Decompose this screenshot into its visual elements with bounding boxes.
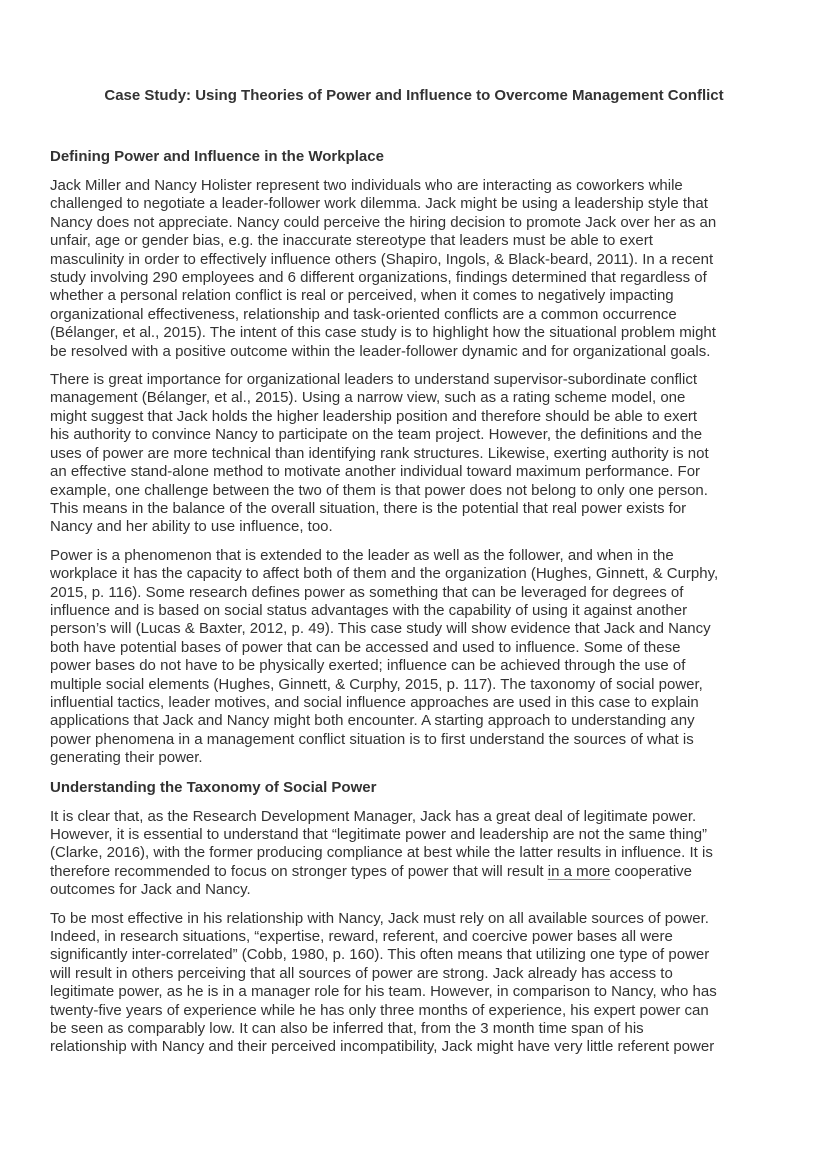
document-page [50,86,778,1067]
paragraph: There is great importance for organizational leaders to understand supervisor-subordinate conflict management (Bélanger, et al., 2015). Using a narrow view, such as a rating scheme model, one might suggest that Jack holds the higher leadership position and therefore should be able to exert his authority to convince Nancy to participate on the team project. However, the definitions and the uses of power are more technical than identifying rank structures. Likewise, exerting authority is not an effective stand-alone method to motivate another individual toward maximum performance. For example, one challenge between the two of them is that power does not belong to only one person. This means in the balance of the overall situation, there is the potential that real power exists for Nancy and her ability to use influence, too. [50,371,709,536]
section-defining-power [50,147,778,768]
paragraph: It is clear that, as the Research Development Manager, Jack has a great deal of legitimate power. However, it is essential to understand that “legitimate power and leadership are not the same thing” (Clarke, 2016), with the former producing compliance at best while the latter results in influence. It is therefore recommended to focus on stronger types of power that will result in a more cooperative outcomes for Jack and Nancy. [50,807,713,899]
document-title: Case Study: Using Theories of Power and Influence to Overcome Management Conflict [104,87,724,104]
paragraph: Power is a phenomenon that is extended to the leader as well as the follower, and when in the workplace it has the capacity to affect both of them and the organization (Hughes, Ginnett, & Curphy, 2015, p. 116). Some research defines power as something that can be leveraged for degrees of influence and is based on social status advantages with the capability of using it against another person’s will (Lucas & Baxter, 2012, p. 49). This case study will show evidence that Jack and Nancy both have potential bases of power that can be accessed and used to influence. Some of these power bases do not have to be physically exerted; influence can be achieved through the use of multiple social elements (Hughes, Ginnett, & Curphy, 2015, p. 117). The taxonomy of social power, influential tactics, leader motives, and social influence approaches are used in this case to explain applications that Jack and Nancy might both encounter. A starting approach to understanding any power phenomena in a management conflict situation is to first understand the sources of what is generating their power. [50,546,719,767]
paragraph: Jack Miller and Nancy Holister represent two individuals who are interacting as coworkers while challenged to negotiate a leader-follower work dilemma. Jack might be using a leadership style that Nancy does not appreciate. Nancy could perceive the hiring decision to promote Jack over her as an unfair, age or gender bias, e.g. the inaccurate stereotype that leaders must be able to exert masculinity in order to effectively influence others (Shapiro, Ingols, & Black-beard, 2011). In a recent study involving 290 employees and 6 different organizations, findings determined that regardless of whether a personal relation conflict is real or perceived, when it comes to negatively impacting organizational effectiveness, relationship and task-oriented conflicts are a common occurrence (Bélanger, et al., 2015). The intent of this case study is to highlight how the situational problem might be resolved with a positive outcome within the leader-follower dynamic and for organizational goals. [50,177,717,360]
section-heading: Understanding the Taxonomy of Social Power [50,778,377,796]
paragraph: To be most effective in his relationship with Nancy, Jack must rely on all available sources of power. Indeed, in research situations, “expertise, reward, referent, and coercive power bases all were significantly inter-correlated” (Cobb, 1980, p. 160). This often means that utilizing one type of power will result in others perceiving that all sources of power are strong. Jack already has access to legitimate power, as he is in a manager role for his team. However, in comparison to Nancy, who has twenty-five years of experience while he has only three months of experience, his expert power can be seen as comparably low. It can also be inferred that, from the 3 month time span of his relationship with Nancy and their perceived incompatibility, Jack might have very little referent power [50,909,717,1056]
section-heading: Defining Power and Influence in the Workplace [50,148,384,165]
section-taxonomy-social-power [50,778,778,1057]
underlined-phrase: in a more [547,862,611,880]
